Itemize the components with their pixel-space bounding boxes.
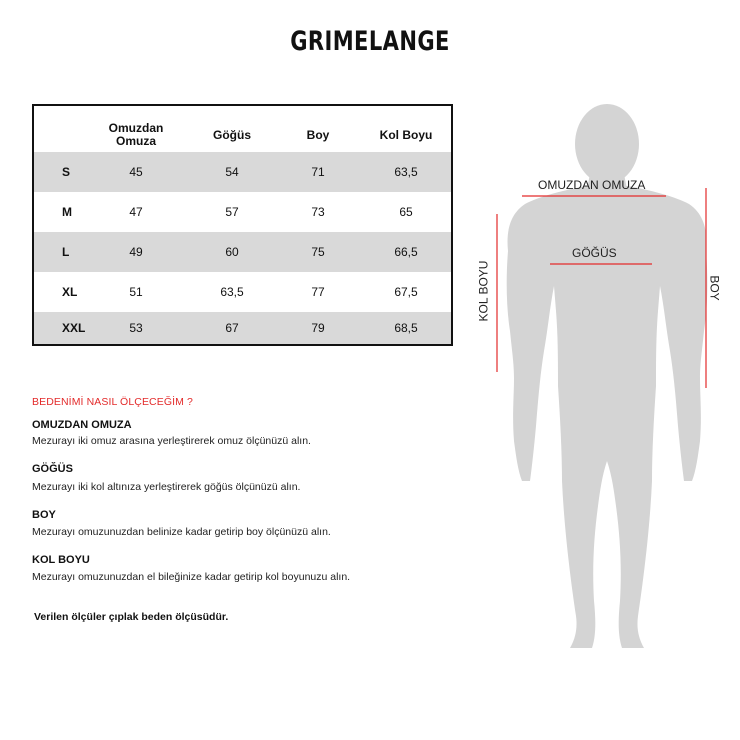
chest-value: 57 (225, 204, 239, 219)
chest-heading: GÖĞÜS (32, 463, 73, 475)
size-label: S (62, 164, 71, 179)
length-value: 71 (311, 164, 325, 179)
brand-logo: GRIMELANGE (290, 26, 450, 57)
table-row (34, 312, 451, 344)
table-row (34, 152, 451, 192)
length-heading: BOY (32, 509, 56, 521)
shoulder-value: 49 (129, 244, 143, 259)
chest-measure-label: GÖĞÜS (572, 246, 617, 260)
footnote: Verilen ölçüler çıplak beden ölçüsüdür. (34, 611, 229, 623)
shoulder-value: 47 (129, 204, 143, 219)
body-measurement-figure (470, 96, 740, 656)
header-length: Boy (306, 127, 330, 142)
chest-value: 60 (225, 244, 239, 259)
chest-value: 54 (225, 164, 239, 179)
size-label: L (62, 244, 70, 259)
chest-value: 67 (225, 320, 239, 335)
header-chest: Göğüs (213, 127, 251, 142)
table-row (34, 272, 451, 312)
shoulder-value: 45 (129, 164, 143, 179)
sleeve-value: 65 (399, 204, 413, 219)
shoulder-heading: OMUZDAN OMUZA (32, 419, 132, 431)
size-label: XXL (62, 320, 86, 335)
length-instruction: Mezurayı omuzunuzdan belinize kadar getirip boy ölçünüzü alın. (32, 526, 331, 538)
table-row (34, 232, 451, 272)
header-sleeve: Kol Boyu (379, 127, 433, 142)
sleeve-measure-label: KOL BOYU (476, 260, 491, 322)
length-value: 79 (311, 320, 325, 335)
sleeve-instruction: Mezurayı omuzunuzdan el bileğinize kadar getirip kol boyunuzu alın. (32, 571, 351, 583)
sleeve-value: 66,5 (394, 244, 418, 259)
table-row (34, 192, 451, 232)
sleeve-value: 63,5 (394, 164, 418, 179)
shoulder-value: 51 (129, 284, 143, 299)
size-label: XL (62, 284, 78, 299)
sleeve-heading: KOL BOYU (32, 554, 90, 566)
sleeve-value: 67,5 (394, 284, 418, 299)
shoulder-measure-label: OMUZDAN OMUZA (538, 178, 646, 192)
length-measure-label: BOY (707, 275, 722, 301)
shoulder-instruction: Mezurayı iki omuz arasına yerleştirerek omuz ölçünüzü alın. (32, 435, 311, 447)
header-shoulder-label: Omuzdan Omuza (108, 121, 164, 148)
shoulder-value: 53 (129, 320, 143, 335)
chest-value: 63,5 (220, 284, 244, 299)
length-value: 75 (311, 244, 325, 259)
length-value: 77 (311, 284, 325, 299)
size-chart-table (32, 104, 453, 346)
chest-instruction: Mezurayı iki kol altınıza yerleştirerek göğüs ölçünüzü alın. (32, 481, 301, 493)
howto-title: BEDENİMİ NASIL ÖLÇECEĞİM ? (32, 396, 193, 408)
length-value: 73 (311, 204, 325, 219)
sleeve-value: 68,5 (394, 320, 418, 335)
size-label: M (62, 204, 72, 219)
